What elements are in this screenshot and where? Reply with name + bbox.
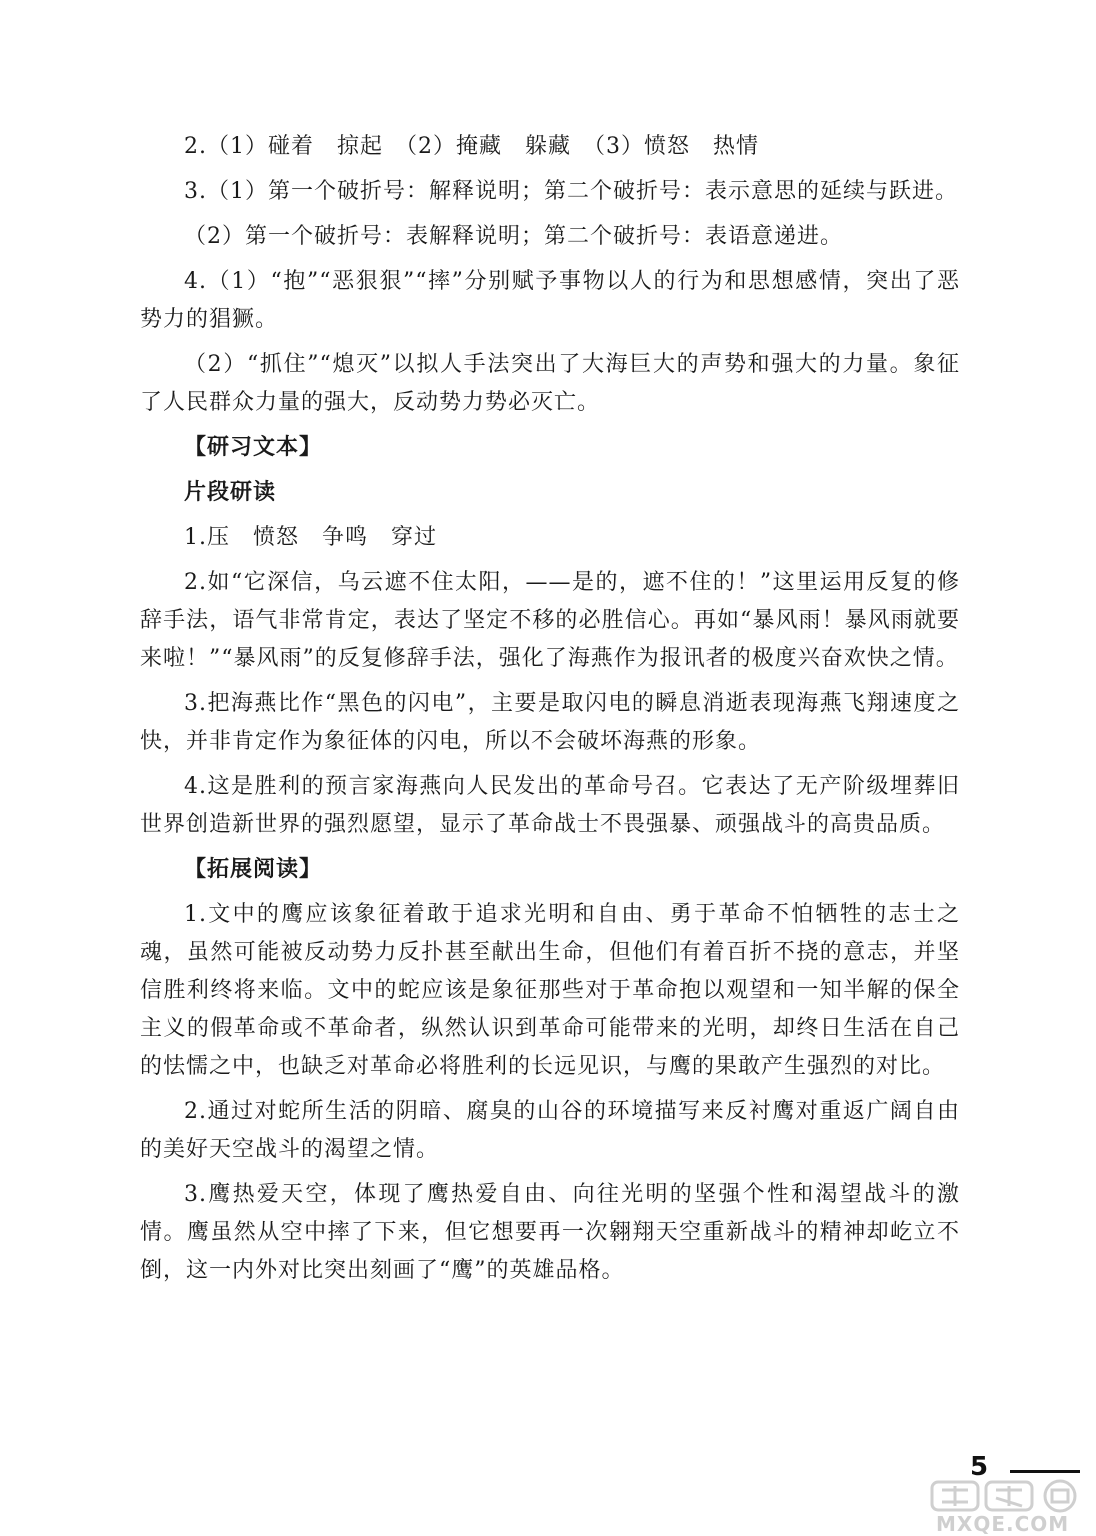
study-answer-2: 2.如“它深信，乌云遮不住太阳，——是的，遮不住的！”这里运用反复的修辞手法，语气非常肯定，表达了坚定不移的必胜信心。再如“暴风雨！暴风雨就要来啦！”“暴风雨”的反复修辞手法，强化了海燕作为报讯者的极度兴奋欢快之情。	[140, 570, 960, 671]
answer-3-1: 3.（1）第一个破折号：解释说明；第二个破折号：表示意思的延续与跃进。	[184, 179, 958, 204]
watermark-url: MXQE.COM	[936, 1512, 1070, 1536]
study-answer-1: 1.压 愤怒 争鸣 穿过	[184, 525, 437, 550]
answer-2: 2.（1）碰着 掠起 （2）掩藏 躲藏 （3）愤怒 热情	[184, 134, 759, 159]
answer-4-2: （2）“抓住”“熄灭”以拟人手法突出了大海巨大的声势和强大的力量。象征了人民群众力量的强大，反动势力势必灭亡。	[140, 352, 960, 415]
watermark-logo-icon	[930, 1478, 1090, 1514]
section-heading-study-text: 【研习文本】	[184, 435, 323, 460]
study-answer-4: 4.这是胜利的预言家海燕向人民发出的革命号召。它表达了无产阶级埋葬旧世界创造新世界的强烈愿望，显示了革命战士不畏强暴、顽强战斗的高贵品质。	[140, 774, 960, 837]
page-number-rule	[1010, 1470, 1080, 1473]
watermark	[930, 1478, 1090, 1536]
document-page	[140, 128, 960, 1297]
page-number: 5	[970, 1452, 989, 1482]
answer-3-2: （2）第一个破折号：表解释说明；第二个破折号：表语意递进。	[184, 224, 843, 249]
study-answer-3: 3.把海燕比作“黑色的闪电”，主要是取闪电的瞬息消逝表现海燕飞翔速度之快，并非肯定作为象征体的闪电，所以不会破坏海燕的形象。	[140, 691, 960, 754]
section-heading-extended-reading: 【拓展阅读】	[184, 857, 323, 882]
answer-4-1: 4.（1）“抱”“恶狠狠”“摔”分别赋予事物以人的行为和思想感情，突出了恶势力的猖獗。	[140, 269, 960, 332]
subsection-heading-excerpt: 片段研读	[184, 480, 277, 505]
extended-answer-1: 1.文中的鹰应该象征着敢于追求光明和自由、勇于革命不怕牺牲的志士之魂，虽然可能被反动势力反扑甚至献出生命，但他们有着百折不挠的意志，并坚信胜利终将来临。文中的蛇应该是象征那些对于革命抱以观望和一知半解的保全主义的假革命或不革命者，纵然认识到革命可能带来的光明，却终日生活在自己的怯懦之中，也缺乏对革命必将胜利的长远见识，与鹰的果敢产生强烈的对比。	[140, 902, 960, 1079]
extended-answer-2: 2.通过对蛇所生活的阴暗、腐臭的山谷的环境描写来反衬鹰对重返广阔自由的美好天空战斗的渴望之情。	[140, 1099, 960, 1162]
extended-answer-3: 3.鹰热爱天空，体现了鹰热爱自由、向往光明的坚强个性和渴望战斗的激情。鹰虽然从空中摔了下来，但它想要再一次翱翔天空重新战斗的精神却屹立不倒，这一内外对比突出刻画了“鹰”的英雄品格。	[140, 1182, 960, 1283]
